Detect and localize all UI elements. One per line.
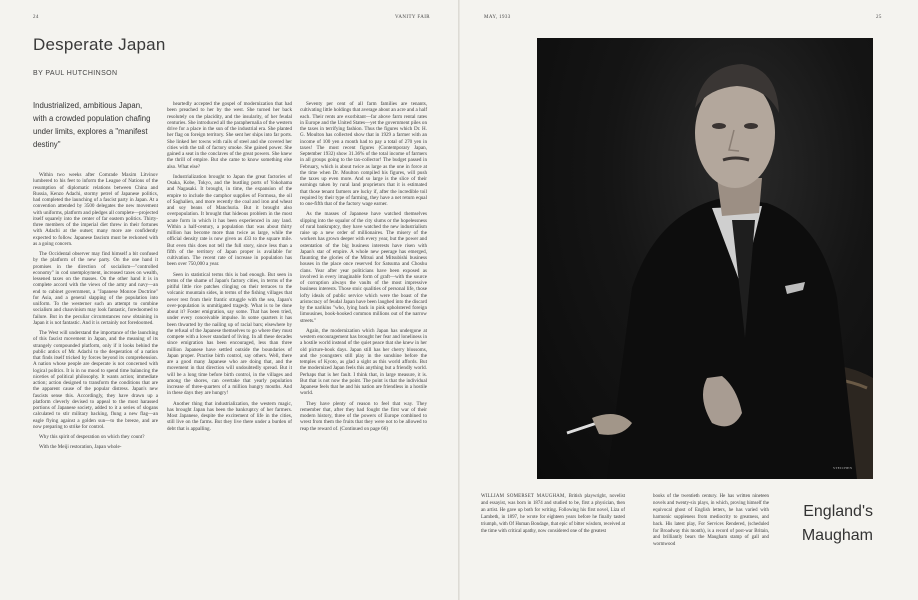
- paragraph: Within two weeks after Comrade Maxim Litvinov lumbered to his feet to inform the League of Nations of the resumption of diplomatic relations between China and Russia, Kenzo Adachi, stormy petrel of Japanese politics, had completed the launching of a fascist party in Japan. At a convention attended by 3500 delegates the new movement with uniforms, platform and pledges all complete—projected itself squarely into the center of far eastern politics. Thirty-three members of the imperial diet threw in their fortunes with Adachi at the outset; many more are confidently expected to follow. Japanese fascism must be reckoned with as a going concern.: [33, 172, 158, 247]
- paragraph: They have plenty of reason to feel that way. They remember that, after they had fought the first war of their modern history, three of the powers of Europe combined to wrest from them the fruits that they were not to be allowed to reap the reward of. (Continued on page 66): [300, 400, 427, 432]
- caption-text: British playwright, novelist and essayist, was born in 1874 and studied to be, first a physician, then an artist. He gave up both for writing. Following his first novel, Liza of Lambeth, in 1897, he wrote for eighteen years before he finally tasted triumph, with Of Human Bondage, that epic of bitter wisdom, received at the time with critical apathy, now considered one of the greatest: [481, 494, 625, 534]
- article-column-2: [167, 101, 292, 436]
- left-folio-number: 24: [33, 15, 39, 20]
- portrait-photo: [537, 38, 873, 479]
- paragraph: The Occidental observer may find himself a bit confused by the platform of the new party. On the one hand it promises in the direction of socialism—"controlled economy" in cod unemployment, increased taxes on wealth, lessened taxes on the masses. On the other hand it is in complete accord with the views of the army and navy—an end to cabinet government, a "Japanese Monroe Doctrine" for Asia, and a general slapping of the population into uniform. To the westerner such an attempt to combine socialism and chauvinism may look fantastic, foredoomed to failure. But in the peculiar circumstances now obtaining in Japan it is not fantastic. And it is certainly not foredoomed.: [33, 251, 158, 326]
- paragraph: Seen in statistical terms this is bad enough. But seen in terms of the shame of Japan's factory cities, in terms of the pitiful little rice patches clinging on their terraces to the volcanic mountain sides, in terms of the fishing villages that never rest from their frantic struggle with the sea, Japan's over-population is unmitigated tragedy. What is to be done about it? Foster emigration, say some. That has been tried, under every conceivable impulse. In some quarters it has been thwarted by the nailing up of racial bars; elsewhere by the refusal of the Japanese themselves to go where they must compete with a lower standard of living. In all these decades since emigration has been encouraged, less than three million Japanese have settled outside the boundaries of Japan proper. Practise birth control, say others. Well, there are a good many Japanese who are doing that, and the movement in that direction will undoubtedly spread. But it will be a long time before birth control, in the villages and among the shores, can overtake that yearly population increase of three-quarters of a million hungry mouths. And in these days they are hungry!: [167, 271, 292, 397]
- paragraph: As the masses of Japanese have watched themselves slipping into the squalor of the city slums or the hopelessness of rural bankruptcy, they have watched the new industrialism raise up a new order of millionaires. The misery of the workers has grown deeper with every year, but the power and ostentation of the big business interests have risen with Japan's star of empire. A whole new peerage has emerged, flaunting the glories of the Mitsui and Mitsubishi business houses in the place once reserved for Satsuma and Choshu clans. Year after year politicians have been exposed as involved in every imaginable form of graft—with the source of corruption always the vaults of the most impressive business interests. Those stoic qualities of personal life, those lofty ideals of public service which were the boast of the aristocracy of feudal Japan have been laughed into the discard by the narikins "who, lying back in pink upholstered foreign limousines, book-hooked common millions out of the narrow streets.": [300, 211, 427, 324]
- portrait-headline: [802, 500, 873, 548]
- right-folio-date: MAY, 1933: [484, 15, 511, 20]
- page-gutter: [458, 0, 460, 600]
- photo-credit: STEICHEN: [833, 466, 853, 470]
- paragraph: The West will understand the importance of the launching of this fascist movement in Japan, and the meaning of its strangely compounded platform, only if it looks behind the public antics of Mr. Adachi to the desperation of a nation that finds itself tricked by forces beyond its comprehension. A nation whose people are desperate is not concerned with logical politics. It is in no mood to spend time balancing the niceties of political philosophy. It wants action; immediate action; action designed to transform the conditions that are the apparent cause of the popular distress. Japan's new fascists sense this. Accordingly, they have drawn up a platform cleverly devised to appeal to the most harassed portions of Japanese society, added to it a series of slogans calculated to stir military backing, flung a new flag—an eagle flying against a golden sun—to the breeze, and are now preparing to strike for control.: [33, 330, 158, 430]
- article-title: Desperate Japan: [33, 35, 166, 54]
- paragraph: Another thing that industrialization, the western magic, has brought Japan has been the bankruptcy of her farmers. Most Japanese, despite the excitement of life in the cities, still live on the farms. But they live there under a burden of debt that is appalling.: [167, 400, 292, 432]
- article-byline: BY PAUL HUTCHINSON: [33, 70, 118, 77]
- paragraph: Why this spirit of desperation on which they count?: [39, 434, 145, 440]
- caption-column-2: books of the twentieth century. He has written nineteen novels and twenty-six plays, in which, proving himself the equivocal ghost of English letters, he has varied with harmonic suppleness from mediocrity to greatness, and back. His latest play, For Services Rendered, (scheduled for Broadway this month), is a record of post-war Britain, and brilliantly bears the Maugham stamp of gall and wormwood: [653, 494, 769, 548]
- left-masthead: VANITY FAIR: [395, 15, 431, 20]
- portrait-illustration: [537, 38, 873, 479]
- caption-column-1: [481, 494, 625, 535]
- paragraph: Again, the modernization which Japan has undergone at western encouragement has brought her fear and loneliness in a hostile world instead of the quiet peace that she knew in her old picture-book days. Japan still has her cherry blossoms, and the youngsters still play in the sunshine before the temples of Kyoto, as glad a sight as this world affords. But the modernized Japan feels this anything but a friendly world. Perhaps that is her fault. I think that, in large measure, it is. But that is not now the point. The point is that the individual Japanese feels that he and his nation are friendless in a hostile world.: [300, 327, 427, 397]
- article-column-3: [300, 101, 427, 436]
- paragraph: Industrialization brought to Japan the great factories of Osaka, Kobe, Tokyo, and the bustling ports of Yokohama and Nagasaki. It brought, in time, the expansion of the empire to include the camphor supplies of Formosa, the oil of Saghalien, and more recently the coal and iron and wheat and soy beans of Manchuria. But it brought also overpopulation. It brought that hideous problem in the most acute form in which it has been experienced in any land. Within a half-century, a population that was about thirty million has become more than twice as large, while the official density rate is now given as 433 to the square mile. But even this does not tell the full story, since less than a fifth of the territory of Japan proper is available for cultivation. The recent rate of increase in population has been over 750,000 a year.: [167, 173, 292, 268]
- article-dek: Industrialized, ambitious Japan, with a crowded population chafing under limits, explores a "manifest destiny": [33, 101, 151, 149]
- paragraph: With the Meiji restoration, Japan whole-: [39, 444, 122, 451]
- headline-line-1: England's: [803, 503, 873, 520]
- article-column-1: [33, 172, 158, 455]
- paragraph: heartedly accepted the gospel of modernization that had been preached to her by the west. She turned her back resolutely on the placidity, and the insularity, of her feudal centuries. She introduced all the paraphernalia of the western drive for a place in the sun of the industrial era. She planted her flag on foreign territory. She sent her ships into far ports. She linked her towns with rails of steel and she covered her cities with the tall of factory smoke. She gained power. She gained a seat in the conclaves of the great powers. She knew the thrill of empire. But she came to know something else also. What else?: [167, 101, 292, 170]
- headline-line-2: Maugham: [801, 527, 873, 544]
- right-folio-number: 25: [876, 15, 882, 20]
- paragraph: Seventy per cent of all farm families are tenants, cultivating little holdings that average about an acre and a half each. Their rents are exorbitant—far above farm rental rates in Europe and the United States—yet the government piles on the taxes in terrifying fashion. Thus the figures which Dr. H. G. Moulton has collected show that in 1929 a farmer with an income of 100 yen a month had to pay a total of 270 yen in taxes! The most recent figures (Contemporary Japan, September 1932) show 31.36% of the total income of farmers in all groups going to the tax-collector! The budget passed in February, which is about twice as large as the one in force at the time when Dr. Moulton compiled his figures, will push the taxes up even more. And so large is the slice of their earnings taken by rural land proprietors that it is estimated that those tenant farmers are lucky if, after the incredible toil required by their type of farming, they have a net return equal to one-fifth that of the factory wage earner.: [300, 101, 428, 207]
- caption-name: WILLIAM SOMERSET MAUGHAM,: [481, 494, 566, 499]
